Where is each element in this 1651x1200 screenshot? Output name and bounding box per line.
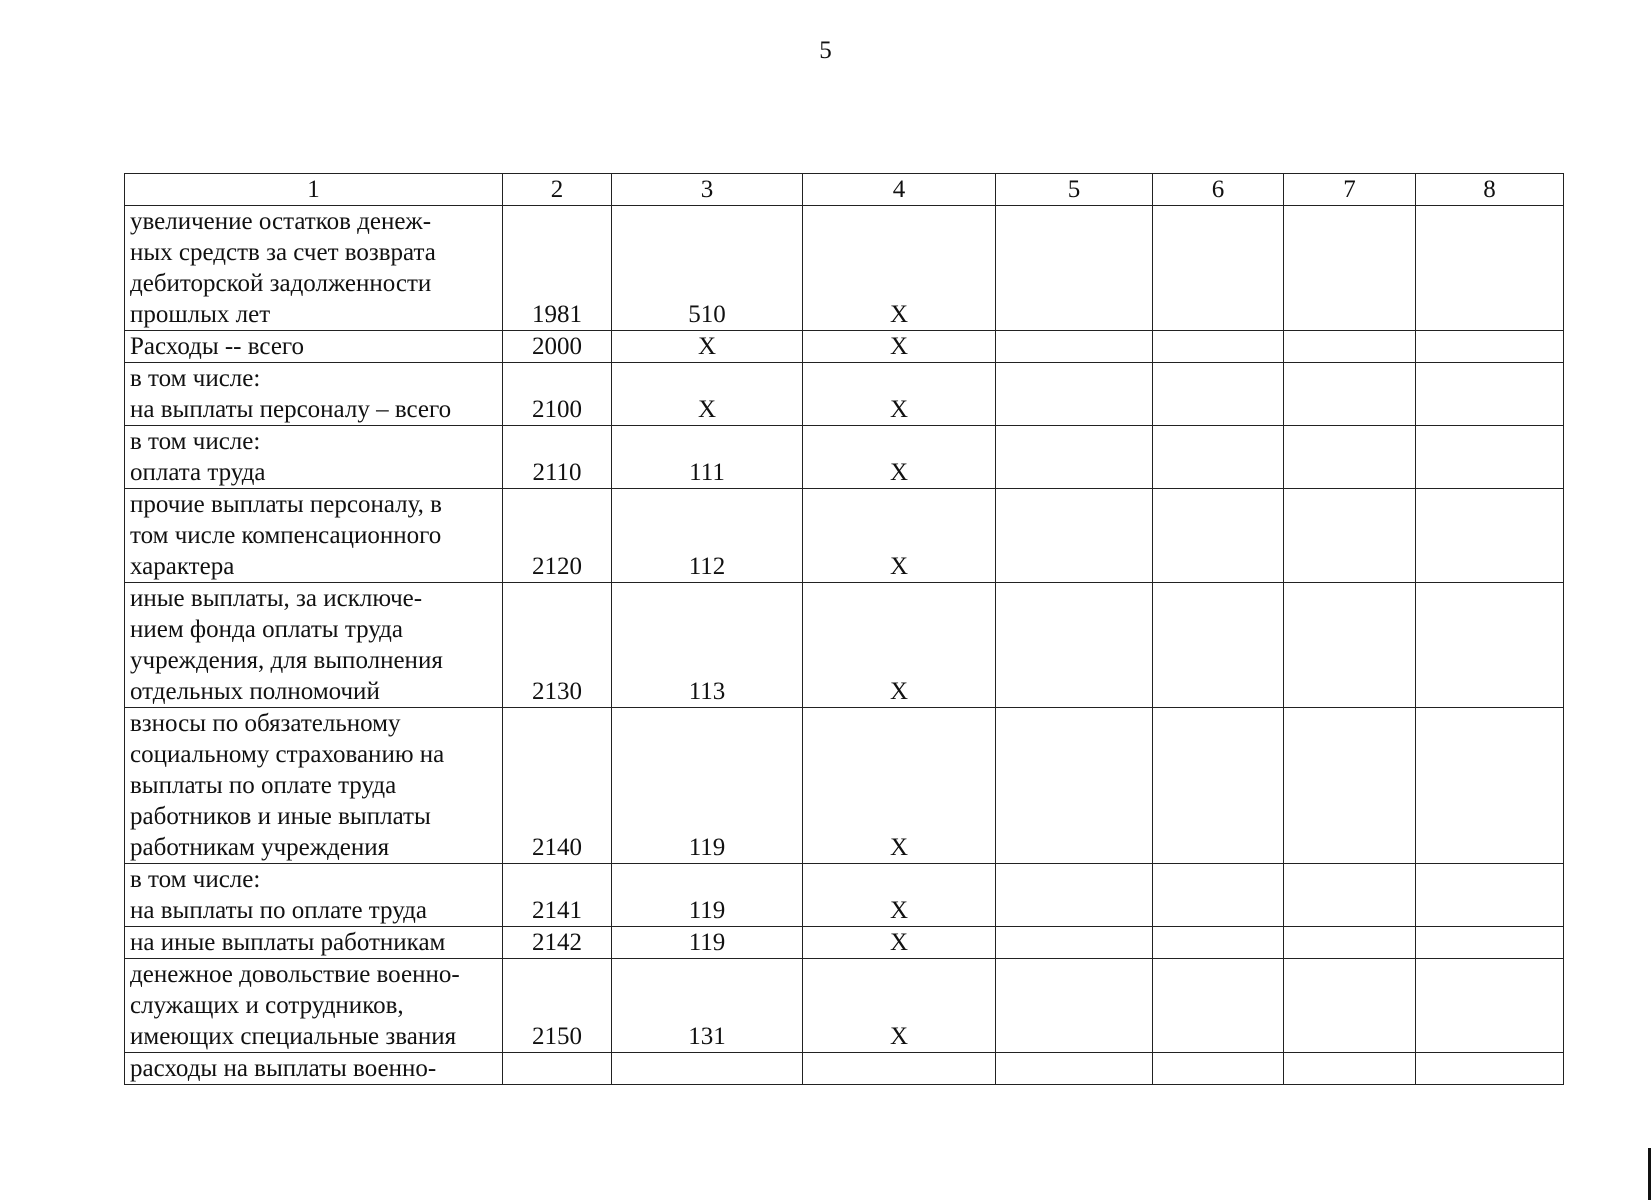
line-code-cell: 2120 — [503, 489, 612, 583]
empty-value-cell — [1416, 583, 1564, 708]
row-name-line: на выплаты по оплате труда — [130, 897, 427, 924]
row-name-line: социальному страхованию на — [130, 741, 445, 768]
row-name-cell — [125, 489, 503, 583]
empty-value-cell — [1416, 927, 1564, 959]
empty-value-cell — [1416, 1053, 1564, 1085]
line-code-cell — [503, 1053, 612, 1085]
line-code-cell: 2141 — [503, 864, 612, 927]
empty-value-cell — [1284, 959, 1416, 1053]
column-4-cell: X — [803, 583, 996, 708]
empty-value-cell — [1416, 489, 1564, 583]
row-name-line: характера — [130, 553, 235, 580]
kbk-code-cell: X — [612, 331, 803, 363]
table-row — [125, 489, 1564, 583]
empty-value-cell — [996, 708, 1153, 864]
row-name-line: прошлых лет — [130, 301, 271, 328]
empty-value-cell — [1153, 489, 1284, 583]
row-name-line: том числе компенсационного — [130, 522, 442, 549]
row-name-line: иные выплаты, за исключе- — [130, 585, 423, 612]
line-code-cell: 2000 — [503, 331, 612, 363]
column-number: 6 — [1153, 174, 1284, 206]
page-number: 5 — [819, 37, 832, 64]
kbk-code-cell: 119 — [612, 864, 803, 927]
kbk-code-cell: 112 — [612, 489, 803, 583]
empty-value-cell — [996, 583, 1153, 708]
row-name-line: увеличение остатков денеж- — [130, 208, 432, 235]
line-code-cell: 2150 — [503, 959, 612, 1053]
kbk-code-cell: 510 — [612, 206, 803, 331]
column-number: 3 — [612, 174, 803, 206]
column-4-cell: X — [803, 959, 996, 1053]
empty-value-cell — [1284, 583, 1416, 708]
empty-value-cell — [1153, 583, 1284, 708]
row-name-line: в том числе: — [130, 365, 261, 392]
empty-value-cell — [996, 363, 1153, 426]
table-row — [125, 206, 1564, 331]
row-name-line: взносы по обязательному — [130, 710, 401, 737]
table-row — [125, 959, 1564, 1053]
row-name-cell — [125, 206, 503, 331]
empty-value-cell — [1416, 206, 1564, 331]
column-4-cell: X — [803, 363, 996, 426]
row-name-line: отдельных полномочий — [130, 678, 380, 705]
row-name-line: нием фонда оплаты труда — [130, 616, 403, 643]
row-name-line: на иные выплаты работникам — [130, 929, 446, 956]
row-name-cell — [125, 959, 503, 1053]
empty-value-cell — [1416, 864, 1564, 927]
row-name-cell — [125, 864, 503, 927]
column-number: 1 — [125, 174, 503, 206]
empty-value-cell — [1416, 426, 1564, 489]
table-body — [125, 174, 1564, 1085]
table-row — [125, 864, 1564, 927]
empty-value-cell — [996, 1053, 1153, 1085]
row-name-line: учреждения, для выполнения — [130, 647, 443, 674]
empty-value-cell — [1153, 331, 1284, 363]
kbk-code-cell: 119 — [612, 708, 803, 864]
row-name-cell — [125, 708, 503, 864]
kbk-code-cell: 111 — [612, 426, 803, 489]
column-4-cell: X — [803, 331, 996, 363]
row-name-line: ных средств за счет возврата — [130, 239, 436, 266]
column-number: 2 — [503, 174, 612, 206]
empty-value-cell — [1153, 363, 1284, 426]
row-name-cell — [125, 363, 503, 426]
table-row — [125, 331, 1564, 363]
row-name-line: расходы на выплаты военно- — [130, 1055, 437, 1082]
row-name-line: денежное довольствие военно- — [130, 961, 460, 988]
row-name-line: работникам учреждения — [130, 834, 390, 861]
row-name-line: имеющих специальные звания — [130, 1023, 457, 1050]
empty-value-cell — [1284, 708, 1416, 864]
empty-value-cell — [1284, 489, 1416, 583]
line-code-cell: 2130 — [503, 583, 612, 708]
empty-value-cell — [1284, 426, 1416, 489]
empty-value-cell — [1153, 864, 1284, 927]
row-name-line: выплаты по оплате труда — [130, 772, 397, 799]
line-code-cell: 2140 — [503, 708, 612, 864]
empty-value-cell — [1284, 927, 1416, 959]
empty-value-cell — [996, 426, 1153, 489]
empty-value-cell — [1284, 206, 1416, 331]
column-4-cell: X — [803, 864, 996, 927]
row-name-cell — [125, 1053, 503, 1085]
row-name-line: служащих и сотрудников, — [130, 992, 404, 1019]
row-name-line: Расходы -- всего — [130, 333, 305, 360]
kbk-code-cell: 113 — [612, 583, 803, 708]
column-number-row — [125, 174, 1564, 206]
empty-value-cell — [1284, 331, 1416, 363]
kbk-code-cell: 119 — [612, 927, 803, 959]
column-4-cell — [803, 1053, 996, 1085]
row-name-cell — [125, 583, 503, 708]
empty-value-cell — [1416, 363, 1564, 426]
empty-value-cell — [1153, 708, 1284, 864]
row-name-cell — [125, 927, 503, 959]
table-row — [125, 363, 1564, 426]
table-row — [125, 583, 1564, 708]
empty-value-cell — [996, 864, 1153, 927]
table-row — [125, 708, 1564, 864]
empty-value-cell — [1416, 708, 1564, 864]
line-code-cell: 2110 — [503, 426, 612, 489]
kbk-code-cell: 131 — [612, 959, 803, 1053]
column-number: 5 — [996, 174, 1153, 206]
column-4-cell: X — [803, 206, 996, 331]
empty-value-cell — [1153, 206, 1284, 331]
row-name-cell — [125, 426, 503, 489]
column-number: 4 — [803, 174, 996, 206]
line-code-cell: 2100 — [503, 363, 612, 426]
kbk-code-cell: X — [612, 363, 803, 426]
empty-value-cell — [1416, 331, 1564, 363]
empty-value-cell — [996, 927, 1153, 959]
empty-value-cell — [1284, 363, 1416, 426]
empty-value-cell — [1284, 1053, 1416, 1085]
empty-value-cell — [1284, 864, 1416, 927]
empty-value-cell — [996, 959, 1153, 1053]
row-name-line: прочие выплаты персоналу, в — [130, 491, 442, 518]
column-4-cell: X — [803, 927, 996, 959]
column-number: 8 — [1416, 174, 1564, 206]
row-name-cell — [125, 331, 503, 363]
column-4-cell: X — [803, 426, 996, 489]
column-number: 7 — [1284, 174, 1416, 206]
row-name-line: работников и иные выплаты — [130, 803, 431, 830]
empty-value-cell — [1416, 959, 1564, 1053]
empty-value-cell — [1153, 927, 1284, 959]
empty-value-cell — [1153, 959, 1284, 1053]
row-name-line: оплата труда — [130, 459, 266, 486]
empty-value-cell — [996, 331, 1153, 363]
table-row — [125, 1053, 1564, 1085]
row-name-line: в том числе: — [130, 866, 261, 893]
column-4-cell: X — [803, 489, 996, 583]
column-4-cell: X — [803, 708, 996, 864]
table-row — [125, 927, 1564, 959]
empty-value-cell — [1153, 1053, 1284, 1085]
empty-value-cell — [996, 489, 1153, 583]
kbk-code-cell — [612, 1053, 803, 1085]
row-name-line: в том числе: — [130, 428, 261, 455]
budget-table — [124, 173, 1564, 1085]
table-row — [125, 426, 1564, 489]
line-code-cell: 2142 — [503, 927, 612, 959]
empty-value-cell — [1153, 426, 1284, 489]
line-code-cell: 1981 — [503, 206, 612, 331]
row-name-line: дебиторской задолженности — [130, 270, 432, 297]
empty-value-cell — [996, 206, 1153, 331]
row-name-line: на выплаты персоналу – всего — [130, 396, 452, 423]
